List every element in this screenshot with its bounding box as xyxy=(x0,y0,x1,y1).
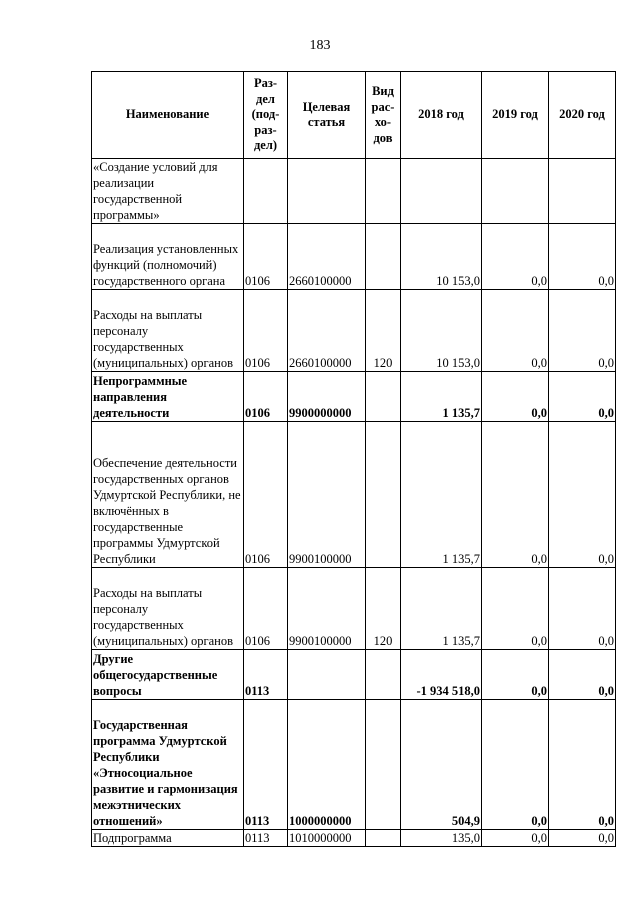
table-row xyxy=(92,422,616,568)
cell-vid xyxy=(366,159,401,224)
cell-razdel: 0106 xyxy=(244,290,288,372)
cell-target: 2660100000 xyxy=(288,224,366,290)
cell-target: 9900000000 xyxy=(288,372,366,422)
cell-razdel: 0113 xyxy=(244,830,288,847)
cell-2019: 0,0 xyxy=(482,224,549,290)
cell-razdel: 0106 xyxy=(244,422,288,568)
table-row xyxy=(92,830,616,847)
cell-2018: 1 135,7 xyxy=(401,568,482,650)
cell-name: Расходы на выплаты персоналу государственных (муниципальных) органов xyxy=(92,290,244,372)
cell-target: 9900100000 xyxy=(288,422,366,568)
cell-razdel xyxy=(244,159,288,224)
cell-vid: 120 xyxy=(366,290,401,372)
cell-2018: 504,9 xyxy=(401,700,482,830)
cell-razdel: 0106 xyxy=(244,568,288,650)
budget-table xyxy=(91,71,616,847)
cell-target: 2660100000 xyxy=(288,290,366,372)
cell-vid xyxy=(366,422,401,568)
table-row xyxy=(92,290,616,372)
cell-razdel: 0113 xyxy=(244,700,288,830)
cell-razdel: 0106 xyxy=(244,224,288,290)
cell-2019: 0,0 xyxy=(482,830,549,847)
cell-vid xyxy=(366,700,401,830)
cell-razdel: 0106 xyxy=(244,372,288,422)
cell-vid xyxy=(366,650,401,700)
table-body xyxy=(92,159,616,847)
header-2020: 2020 год xyxy=(549,72,616,159)
cell-vid xyxy=(366,830,401,847)
cell-name: Другие общегосударственные вопросы xyxy=(92,650,244,700)
header-2019: 2019 год xyxy=(482,72,549,159)
table-row xyxy=(92,372,616,422)
cell-name: Обеспечение деятельности государственных органов Удмуртской Республики, не включённых в государственные программы Удмуртской Республики xyxy=(92,422,244,568)
cell-2018: 1 135,7 xyxy=(401,422,482,568)
table-row xyxy=(92,700,616,830)
cell-2020: 0,0 xyxy=(549,830,616,847)
cell-name: Реализация установленных функций (полномочий) государственного органа xyxy=(92,224,244,290)
cell-2018: -1 934 518,0 xyxy=(401,650,482,700)
cell-2018: 10 153,0 xyxy=(401,224,482,290)
header-row xyxy=(92,72,616,159)
cell-2018: 135,0 xyxy=(401,830,482,847)
table-row xyxy=(92,159,616,224)
cell-target: 9900100000 xyxy=(288,568,366,650)
cell-2020: 0,0 xyxy=(549,224,616,290)
page-number: 183 xyxy=(309,38,331,53)
cell-2020: 0,0 xyxy=(549,700,616,830)
cell-2019: 0,0 xyxy=(482,422,549,568)
header-razdel: Раз- дел (под- раз- дел) xyxy=(244,72,288,159)
cell-name: Подпрограмма xyxy=(92,830,244,847)
table-row xyxy=(92,568,616,650)
cell-2018: 10 153,0 xyxy=(401,290,482,372)
cell-2019 xyxy=(482,159,549,224)
cell-2020: 0,0 xyxy=(549,568,616,650)
cell-2019: 0,0 xyxy=(482,700,549,830)
cell-vid: 120 xyxy=(366,568,401,650)
table-row xyxy=(92,224,616,290)
cell-2019: 0,0 xyxy=(482,568,549,650)
cell-2019: 0,0 xyxy=(482,650,549,700)
cell-2020: 0,0 xyxy=(549,290,616,372)
cell-target xyxy=(288,650,366,700)
cell-name: Непрограммные направления деятельности xyxy=(92,372,244,422)
cell-vid xyxy=(366,372,401,422)
header-2018: 2018 год xyxy=(401,72,482,159)
cell-vid xyxy=(366,224,401,290)
cell-2020: 0,0 xyxy=(549,422,616,568)
header-vid: Вид рас- хо- дов xyxy=(366,72,401,159)
cell-razdel: 0113 xyxy=(244,650,288,700)
cell-2019: 0,0 xyxy=(482,290,549,372)
header-target: Целевая статья xyxy=(288,72,366,159)
cell-2020: 0,0 xyxy=(549,650,616,700)
cell-target: 1000000000 xyxy=(288,700,366,830)
cell-2020 xyxy=(549,159,616,224)
cell-2019: 0,0 xyxy=(482,372,549,422)
table-row xyxy=(92,650,616,700)
cell-2018: 1 135,7 xyxy=(401,372,482,422)
cell-target xyxy=(288,159,366,224)
cell-2020: 0,0 xyxy=(549,372,616,422)
cell-name: Государственная программа Удмуртской Республики «Этносоциальное развитие и гармонизация межэтнических отношений» xyxy=(92,700,244,830)
header-name: Наименование xyxy=(92,72,244,159)
cell-name: «Создание условий для реализации государственной программы» xyxy=(92,159,244,224)
cell-target: 1010000000 xyxy=(288,830,366,847)
cell-2018 xyxy=(401,159,482,224)
cell-name: Расходы на выплаты персоналу государственных (муниципальных) органов xyxy=(92,568,244,650)
